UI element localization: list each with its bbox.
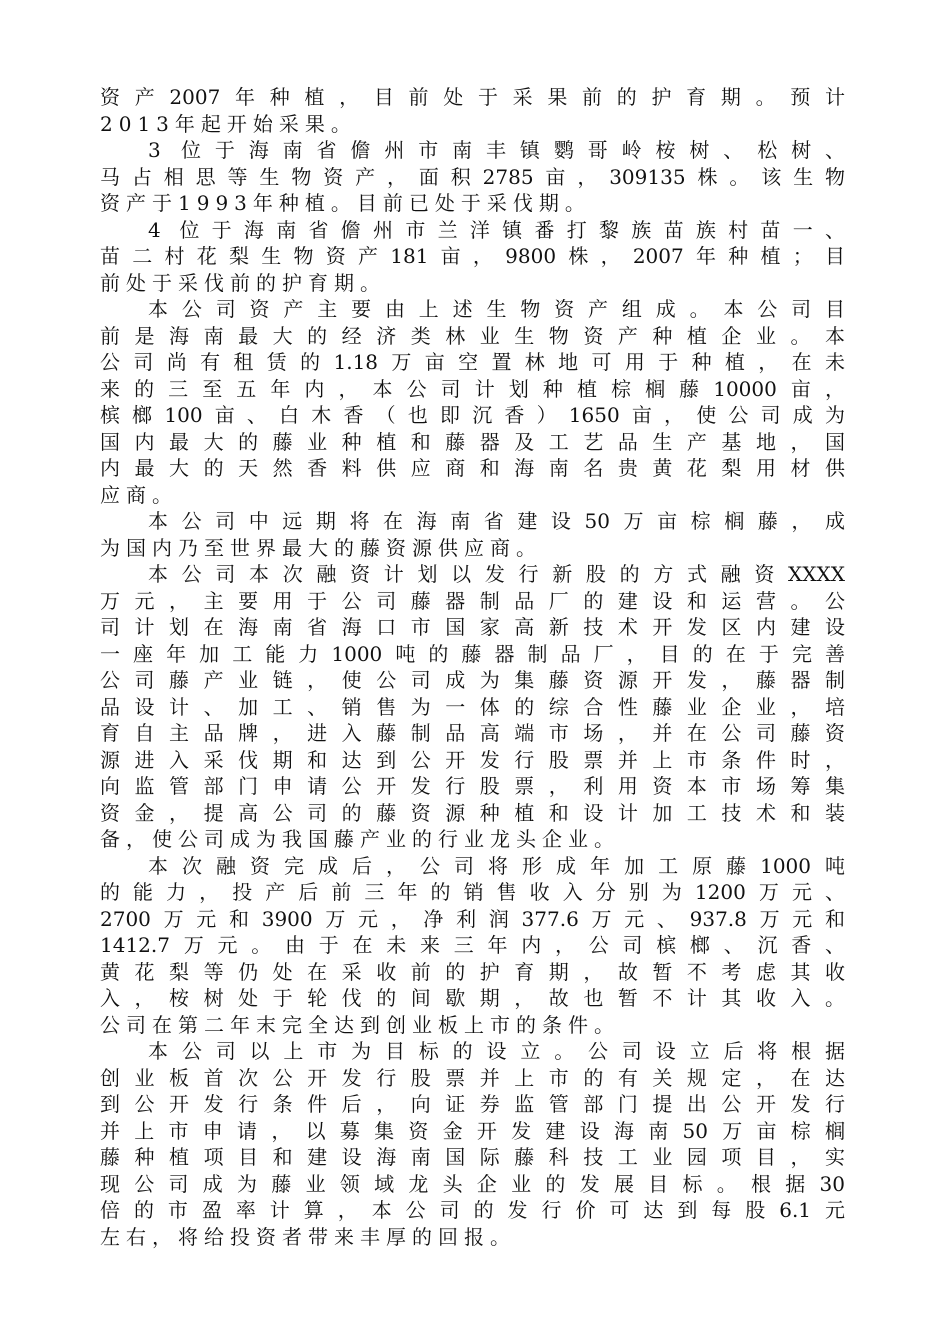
text-line: 本公司本次融资计划以发行新股的方式融资XXXX [148,562,845,586]
text-line: 国内最大的藤业种植和藤器及工艺品生产基地，国 [100,429,845,454]
text-line: 倍的市盈率计算，本公司的发行价可达到每股6.1元 [100,1198,845,1222]
text-line: 资产于1993年种植。目前已处于采伐期。 [100,191,591,215]
text-line: 源进入采伐期和达到公开发行股票并上市条件时， [100,747,845,772]
text-line: 2013年起开始采果。 [100,111,357,136]
paragraph [100,217,845,297]
paragraph [100,561,845,853]
text-line: 并上市申请，以募集资金开发建设海南50万亩棕榈 [100,1118,845,1143]
text-line: 左右，将给投资者带来丰厚的回报。 [100,1224,516,1249]
text-line: 3 位于海南省儋州市南丰镇鹦哥岭桉树、松树、 [148,138,845,162]
text-line: 为国内乃至世界最大的藤资源供应商。 [100,535,542,560]
text-line: 现公司成为藤业领域龙头企业的发展目标。根据30 [100,1171,845,1196]
text-line: 槟榔100亩、白木香（也即沉香）1650亩，使公司成为 [100,403,845,427]
text-line: 本公司中远期将在海南省建设50万亩棕榈藤，成 [148,509,845,533]
text-line: 黄花梨等仍处在采收前的护育期，故暂不考虑其收 [100,959,845,984]
text-line: 入，桉树处于轮伐的间歇期，故也暂不计其收入。 [100,986,845,1010]
text-line: 创业板首次公开发行股票并上市的有关规定，在达 [100,1065,845,1090]
text-line: 1412.7万元。由于在未来三年内，公司槟榔、沉香、 [100,933,845,957]
text-line: 一座年加工能力1000吨的藤器制品厂，目的在于完善 [100,641,845,666]
text-line: 的能力，投产后前三年的销售收入分别为1200万元、 [100,880,845,904]
text-line: 4 位于海南省儋州市兰洋镇番打黎族苗族村苗一、 [148,217,845,242]
text-line: 资产2007年种植，目前处于采果前的护育期。预计 [100,85,845,109]
paragraph [100,296,845,508]
text-line: 来的三至五年内，本公司计划种植棕榈藤10000亩， [100,376,845,401]
text-line: 2700万元和3900万元，净利润377.6万元、937.8万元和 [100,906,845,931]
text-line: 马占相思等生物资产，面积2785亩，309135株。该生物 [100,164,845,189]
document-body [100,84,845,1250]
paragraph [100,84,845,137]
text-line: 苗二村花梨生物资产181亩，9800株，2007年种植；目 [100,244,845,268]
text-line: 本次融资完成后，公司将形成年加工原藤1000吨 [148,853,845,878]
text-line: 备，使公司成为我国藤产业的行业龙头企业。 [100,827,620,851]
text-line: 本公司资产主要由上述生物资产组成。本公司目 [148,297,845,321]
text-line: 司计划在海南省海口市国家高新技术开发区内建设 [100,615,845,639]
text-line: 内最大的天然香料供应商和海南名贵黄花梨用材供 [100,456,845,480]
paragraph [100,1038,845,1250]
paragraph [100,508,845,561]
text-line: 本公司以上市为目标的设立。公司设立后将根据 [148,1039,845,1063]
text-line: 藤种植项目和建设海南国际藤科技工业园项目，实 [100,1145,845,1169]
text-line: 公司在第二年末完全达到创业板上市的条件。 [100,1012,620,1037]
paragraph [100,137,845,217]
text-line: 资金，提高公司的藤资源种植和设计加工技术和装 [100,800,845,825]
text-line: 应商。 [100,482,178,507]
text-line: 万元，主要用于公司藤器制品厂的建设和运营。公 [100,588,845,613]
text-line: 公司藤产业链，使公司成为集藤资源开发，藤器制 [100,668,845,692]
text-line: 前处于采伐前的护育期。 [100,270,386,295]
text-line: 向监管部门申请公开发行股票，利用资本市场筹集 [100,774,845,798]
text-line: 育自主品牌，进入藤制品高端市场，并在公司藤资 [100,721,845,745]
text-line: 前是海南最大的经济类林业生物资产种植企业。本 [100,323,845,348]
text-line: 公司尚有租赁的1.18万亩空置林地可用于种植，在未 [100,350,845,374]
text-line: 品设计、加工、销售为一体的综合性藤业企业，培 [100,694,845,719]
paragraph [100,853,845,1039]
text-line: 到公开发行条件后，向证券监管部门提出公开发行 [100,1092,845,1116]
